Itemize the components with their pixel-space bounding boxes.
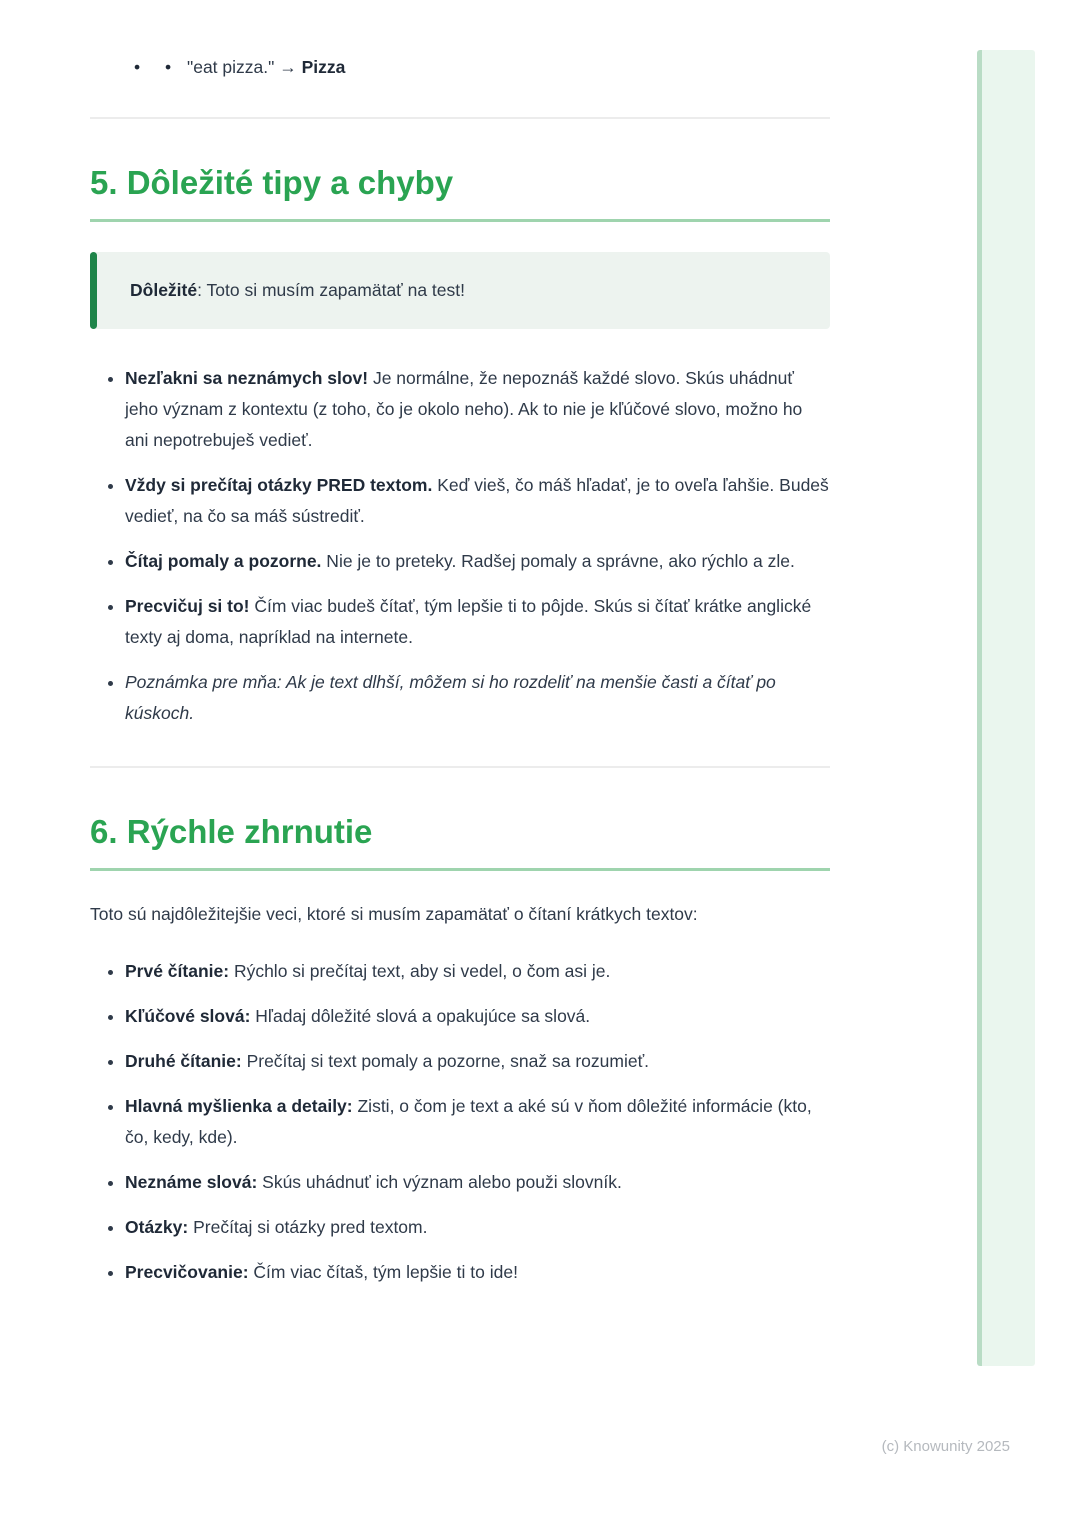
section-5-heading: 5. Dôležité tipy a chyby (90, 163, 830, 222)
important-callout (90, 252, 830, 329)
list-item: • Nezľakni sa neznámych slov! Je normálne, že nepoznáš každé slovo. Skús uhádnuť jeho význam z kontextu (z toho, čo je okolo neho). Ak to nie je kľúčové slovo, možno ho ani nepotrebuješ vedieť. (125, 363, 830, 456)
list-item-note: • Poznámka pre mňa: Ak je text dlhší, môžem si ho rozdeliť na menšie časti a čítať po kúskoch. (125, 667, 830, 729)
answer-word: Pizza (301, 57, 346, 77)
callout-text: Dôležité: Toto si musím zapamätať na test! (130, 280, 465, 300)
section-intro-text: Toto sú najdôležitejšie veci, ktoré si musím zapamätať o čítaní krátkych textov: (90, 904, 698, 924)
arrow-icon: → (279, 57, 297, 77)
section-divider (90, 117, 830, 119)
section-divider (90, 766, 830, 768)
list-item-text (187, 52, 345, 83)
section-6-heading: 6. Rýchle zhrnutie (90, 812, 830, 871)
document-body (90, 0, 830, 1288)
page-edge-strip (977, 50, 1035, 1366)
list-item (90, 52, 830, 83)
bullet-icon: • (165, 57, 172, 77)
callout-label: Dôležité (130, 280, 198, 300)
list-item: • Neznáme slová: Skús uhádnuť ich význam alebo použi slovník. (125, 1167, 830, 1198)
list-item: • Prvé čítanie: Rýchlo si prečítaj text, aby si vedel, o čom asi je. (125, 956, 830, 987)
list-item: • Precvičovanie: Čím viac čítaš, tým lepšie ti to ide! (125, 1257, 830, 1288)
bullet-icon: • (134, 57, 141, 77)
summary-list (90, 956, 830, 1288)
list-item: • Otázky: Prečítaj si otázky pred textom. (125, 1212, 830, 1243)
list-item: • Kľúčové slová: Hľadaj dôležité slová a opakujúce sa slová. (125, 1001, 830, 1032)
list-item: • Čítaj pomaly a pozorne. Nie je to preteky. Radšej pomaly a správne, ako rýchlo a zle. (125, 546, 830, 577)
quoted-phrase: "eat pizza." (187, 57, 275, 77)
copyright: (c) Knowunity 2025 (881, 1438, 1010, 1455)
list-item: • Druhé čítanie: Prečítaj si text pomaly a pozorne, snaž sa rozumieť. (125, 1046, 830, 1077)
list-item: • Vždy si prečítaj otázky PRED textom. Keď vieš, čo máš hľadať, je to oveľa ľahšie. Budeš vedieť, na čo sa máš sústrediť. (125, 470, 830, 532)
tips-list (90, 363, 830, 729)
list-item: • Hlavná myšlienka a detaily: Zisti, o čom je text a aké sú v ňom dôležité informácie (kto, čo, kedy, kde). (125, 1091, 830, 1153)
list-item: • Precvičuj si to! Čím viac budeš čítať, tým lepšie ti to pôjde. Skús si čítať krátke anglické texty aj doma, napríklad na internete. (125, 591, 830, 653)
